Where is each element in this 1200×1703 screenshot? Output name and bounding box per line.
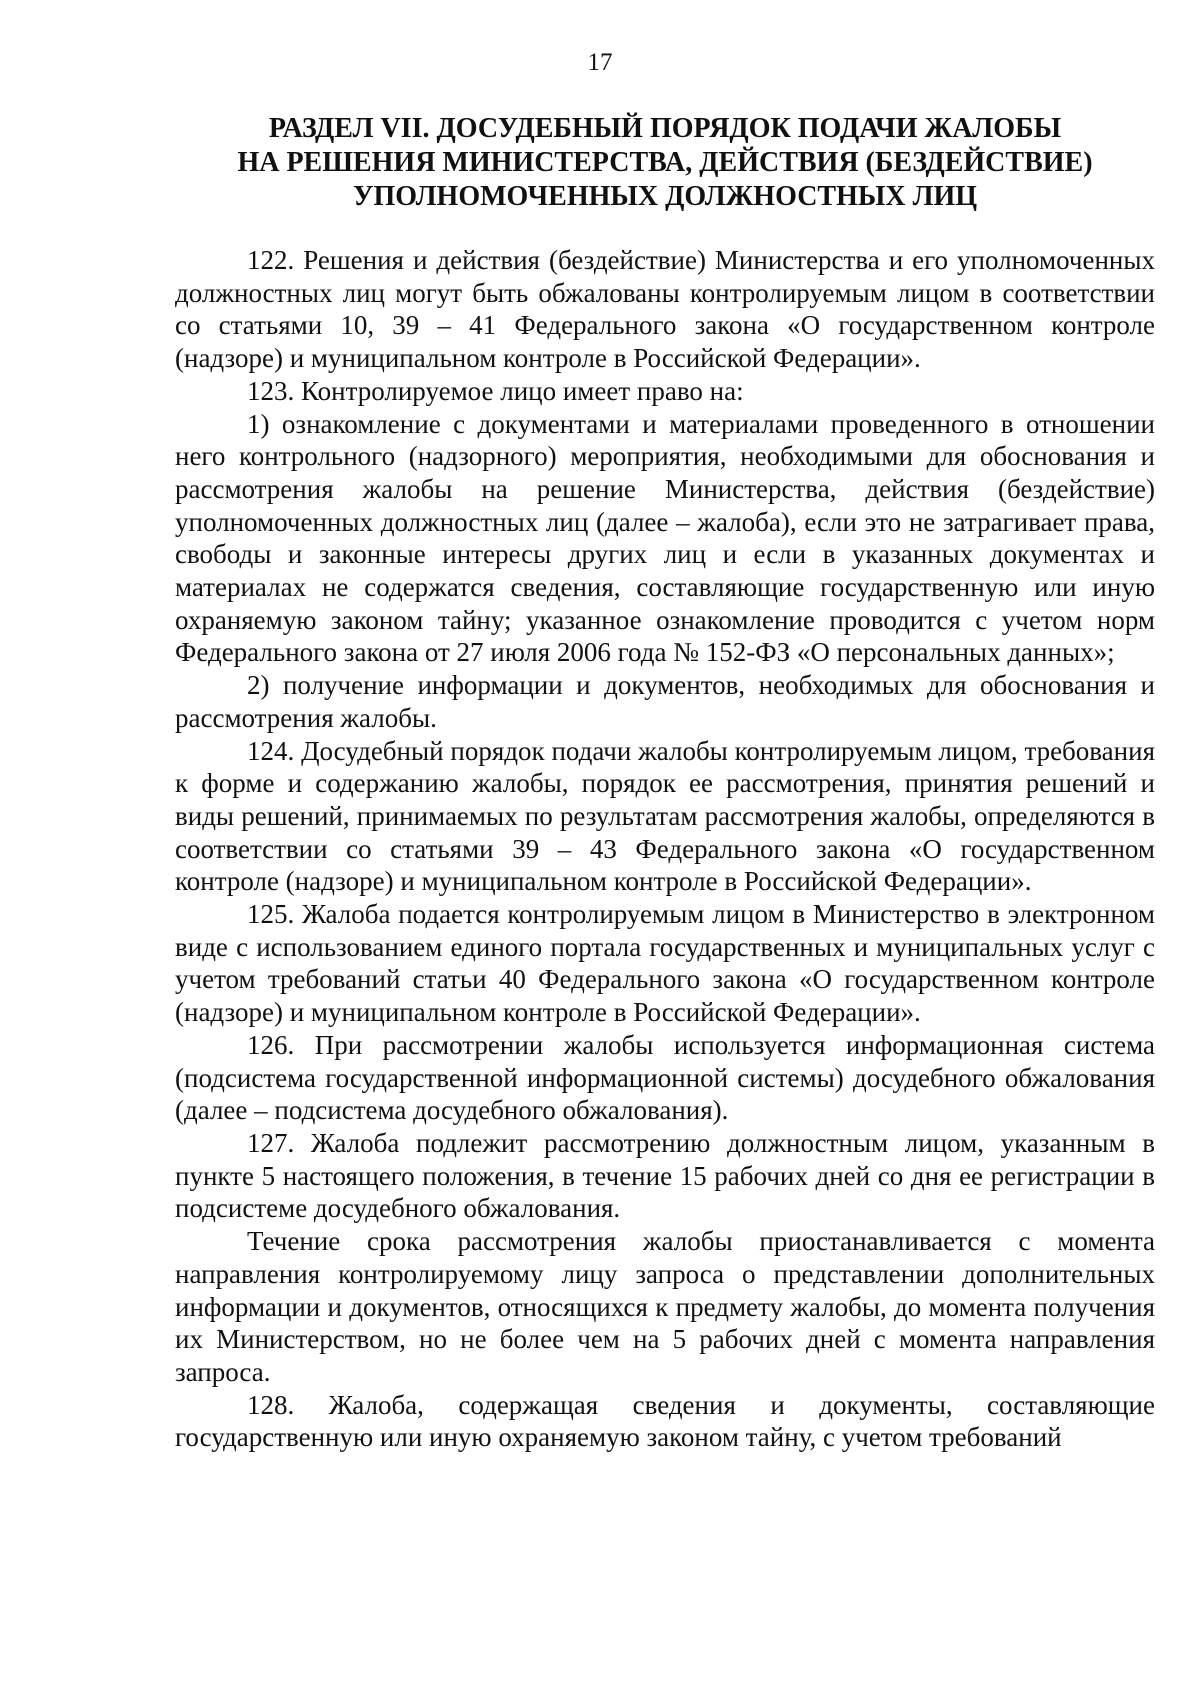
page-number: 17: [587, 49, 613, 76]
paragraph-123-item-1: 1) ознакомление с документами и материалами проведенного в отношении него контрольного (надзорного) мероприятия, необходимыми для обоснования и рассмотрения жалобы на решение Министерства, действия (бездействие) уполномоченных должностных лиц (далее – жалоба), если это не затрагивает права, свободы и законные интересы других лиц и если в указанных документах и материалах не содержатся сведения, составляющие государственную или иную охраняемую законом тайну; указанное ознакомление проводится с учетом норм Федерального закона от 27 июля 2006 года № 152-ФЗ «О персональных данных»;: [175, 408, 1155, 668]
section-title-line: НА РЕШЕНИЯ МИНИСТЕРСТВА, ДЕЙСТВИЯ (БЕЗДЕЙСТВИЕ): [237, 147, 1093, 178]
paragraph-124: 124. Досудебный порядок подачи жалобы контролируемым лицом, требования к форме и содержанию жалобы, порядок ее рассмотрения, принятия решений и виды решений, принимаемых по результатам рассмотрения жалобы, определяются в соответствии со статьями 39 – 43 Федерального закона «О государственном контроле (надзоре) и муниципальном контроле в Российской Федерации».: [175, 735, 1155, 897]
paragraph-123-item-2: 2) получение информации и документов, необходимых для обоснования и рассмотрения жалобы.: [175, 670, 1155, 733]
paragraph-122: 122. Решения и действия (бездействие) Министерства и его уполномоченных должностных лиц могут быть обжалованы контролируемым лицом в соответствии со статьями 10, 39 – 41 Федерального закона «О государственном контроле (надзоре) и муниципальном контроле в Российской Федерации».: [175, 245, 1155, 374]
paragraph-127: 127. Жалоба подлежит рассмотрению должностным лицом, указанным в пункте 5 настоящего положения, в течение 15 рабочих дней со дня ее регистрации в подсистеме досудебного обжалования.: [175, 1127, 1155, 1224]
section-title-line: УПОЛНОМОЧЕННЫХ ДОЛЖНОСТНЫХ ЛИЦ: [352, 181, 978, 212]
paragraph-127-continuation: Течение срока рассмотрения жалобы приостанавливается с момента направления контролируемому лицу запроса о представлении дополнительных информации и документов, относящихся к предмету жалобы, до момента получения их Министерством, но не более чем на 5 рабочих дней с момента направления запроса.: [175, 1226, 1155, 1387]
paragraph-123: 123. Контролируемое лицо имеет право на:: [247, 375, 744, 406]
paragraph-125: 125. Жалоба подается контролируемым лицом в Министерство в электронном виде с использованием единого портала государственных и муниципальных услуг с учетом требований статьи 40 Федерального закона «О государственном контроле (надзоре) и муниципальном контроле в Российской Федерации».: [175, 899, 1155, 1028]
document-body: [175, 244, 1155, 1454]
section-title-line: РАЗДЕЛ VII. ДОСУДЕБНЫЙ ПОРЯДОК ПОДАЧИ ЖАЛОБЫ: [268, 113, 1062, 144]
paragraph-128: 128. Жалоба, содержащая сведения и документы, составляющие государственную или иную охраняемую законом тайну, с учетом требований: [175, 1389, 1155, 1453]
section-title: [175, 112, 1155, 214]
paragraph-126: 126. При рассмотрении жалобы используется информационная система (подсистема государственной информационной системы) досудебного обжалования (далее – подсистема досудебного обжалования).: [175, 1029, 1155, 1126]
